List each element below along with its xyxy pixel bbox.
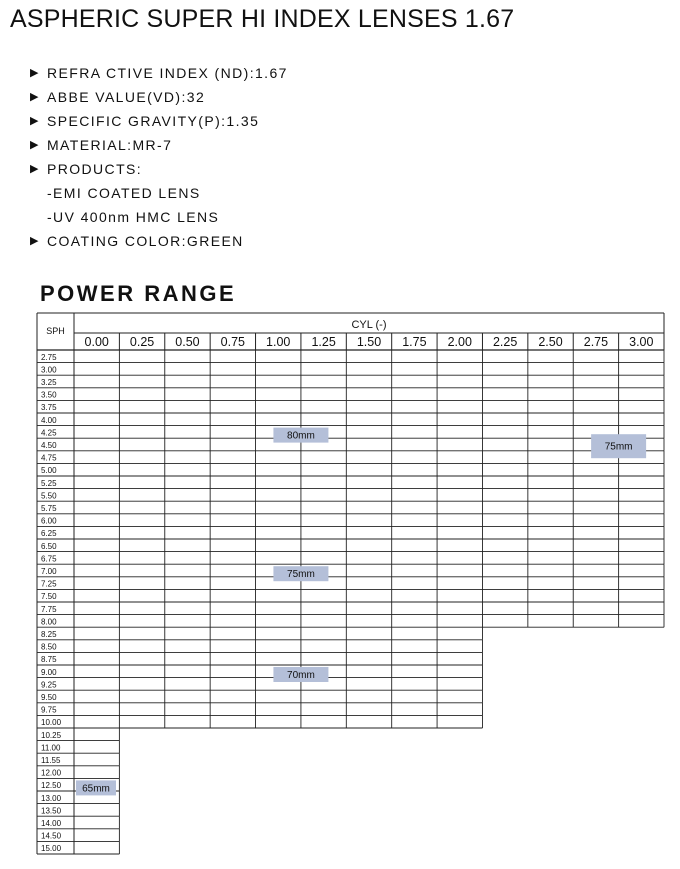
right-triangle-icon: ▶ — [30, 163, 40, 175]
right-triangle-icon: ▶ — [30, 139, 40, 151]
sph-value: 15.00 — [41, 844, 62, 854]
sph-value: 7.50 — [41, 592, 57, 602]
cyl-value: 2.75 — [583, 335, 609, 349]
sph-value: 9.50 — [41, 693, 57, 702]
right-triangle-icon: ▶ — [30, 115, 40, 127]
sph-value: 7.25 — [41, 579, 57, 589]
right-triangle-icon: ▶ — [30, 235, 40, 247]
sph-value: 3.50 — [41, 390, 57, 400]
page-title: ASPHERIC SUPER HI INDEX LENSES 1.67 — [10, 5, 515, 33]
spec-text: -EMI COATED LENS — [47, 185, 201, 201]
sph-label: SPH — [46, 326, 65, 336]
sph-value: 13.50 — [41, 806, 62, 816]
sph-value: 5.25 — [41, 478, 57, 488]
cyl-value: 2.50 — [538, 335, 563, 349]
sph-value: 8.50 — [41, 642, 57, 652]
sph-value: 14.50 — [41, 831, 62, 841]
sph-value: 11.00 — [41, 743, 61, 753]
sph-value: 11.55 — [41, 756, 61, 765]
cyl-value: 2.00 — [447, 335, 472, 349]
cyl-value: 1.50 — [356, 335, 382, 349]
sph-value: 9.00 — [41, 667, 57, 677]
cyl-value: 1.25 — [311, 335, 336, 349]
spec-text: REFRA CTIVE INDEX (ND):1.67 — [47, 65, 288, 81]
right-triangle-icon: ▶ — [30, 91, 40, 103]
diameter-label: 75mm — [604, 441, 633, 453]
sph-value: 4.25 — [41, 428, 57, 438]
spec-text: ABBE VALUE(VD):32 — [47, 89, 206, 105]
diameter-label: 80mm — [287, 430, 315, 442]
spec-text: -UV 400nm HMC LENS — [47, 209, 220, 225]
sph-value: 9.25 — [41, 680, 57, 690]
spec-text: PRODUCTS: — [47, 161, 143, 177]
sph-value: 7.75 — [41, 604, 57, 614]
sph-value: 3.75 — [41, 403, 57, 413]
sph-value: 12.00 — [41, 768, 62, 778]
sph-value: 13.00 — [41, 793, 62, 803]
diameter-label: 75mm — [287, 569, 315, 581]
sph-value: 6.00 — [41, 516, 57, 526]
spec-text: MATERIAL:MR-7 — [47, 137, 173, 153]
sph-value: 3.25 — [41, 378, 57, 387]
sph-value: 4.50 — [41, 441, 57, 450]
sph-value: 10.00 — [41, 718, 62, 728]
sph-value: 10.25 — [41, 730, 62, 740]
diameter-label: 70mm — [287, 670, 315, 681]
cyl-value: 0.50 — [175, 335, 200, 349]
sph-value: 4.00 — [41, 415, 57, 425]
sph-value: 8.75 — [41, 655, 57, 665]
sph-value: 12.50 — [41, 781, 62, 791]
sph-value: 4.75 — [41, 453, 57, 463]
sph-value: 14.00 — [41, 819, 62, 828]
cyl-value: 0.75 — [220, 335, 246, 349]
spec-text: COATING COLOR:GREEN — [47, 233, 244, 249]
cyl-value: 2.25 — [492, 335, 518, 349]
sph-value: 8.25 — [41, 630, 57, 639]
cyl-value: 0.25 — [129, 335, 155, 349]
diameter-label: 65mm — [82, 783, 110, 795]
cyl-value: 1.00 — [266, 335, 291, 349]
sph-value: 5.00 — [41, 466, 57, 476]
sph-value: 6.75 — [41, 554, 57, 564]
cyl-value: 1.75 — [402, 335, 427, 349]
cyl-value: 3.00 — [629, 335, 654, 349]
sph-value: 5.50 — [41, 491, 57, 501]
cyl-value: 0.00 — [84, 335, 109, 349]
sph-value: 7.00 — [41, 567, 57, 576]
sph-value: 6.50 — [41, 541, 57, 551]
sph-value: 5.75 — [41, 504, 57, 513]
sph-value: 6.25 — [41, 529, 57, 539]
spec-text: SPECIFIC GRAVITY(P):1.35 — [47, 113, 260, 129]
sph-value: 3.00 — [41, 365, 57, 375]
sph-value: 8.00 — [41, 617, 57, 627]
power-range-heading: POWER RANGE — [40, 281, 237, 306]
sph-value: 9.75 — [41, 705, 57, 715]
right-triangle-icon: ▶ — [30, 67, 40, 79]
sph-value: 2.75 — [41, 352, 57, 362]
cyl-label: CYL (-) — [351, 319, 387, 331]
